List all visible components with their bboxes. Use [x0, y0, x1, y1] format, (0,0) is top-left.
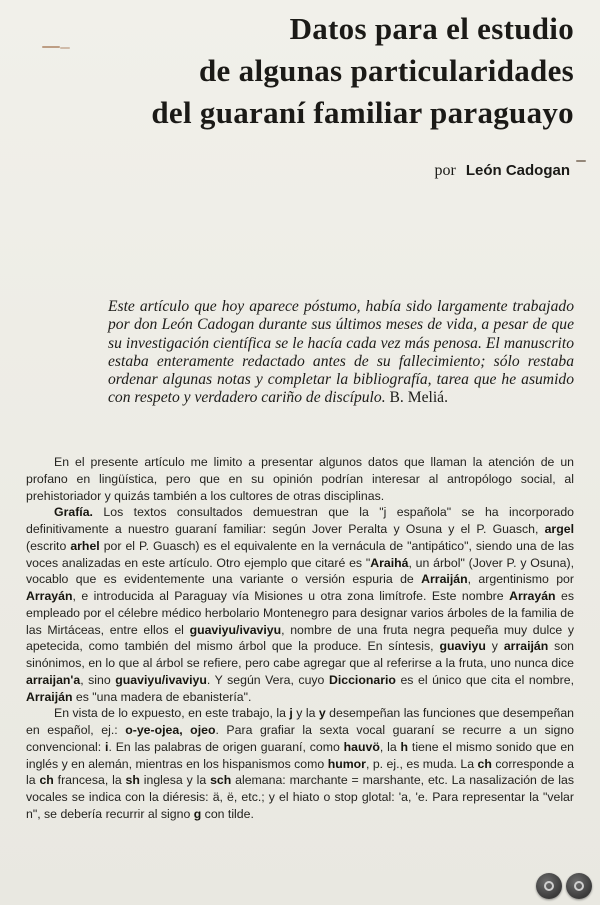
term: h [400, 739, 409, 754]
term: Diccionario [328, 672, 396, 687]
text-run: . Y según Vera, cuyo [206, 672, 329, 687]
term: ch [39, 773, 54, 788]
title-line-3: del guaraní familiar paraguayo [151, 95, 574, 130]
text-run: Los textos consultados demuestran que la "j española" se ha incorporado definitivamente a nuestro guaraní familiar: según Jover Peralta y Osuna y el P. Guasch, [26, 505, 574, 536]
article-title [14, 8, 574, 134]
text-run: , sino [80, 672, 116, 687]
text-run: por el P. Guasch) es el equivalente en la vernácula de "antipático", siendo una de las voces analizadas en este artículo. Otro ejemplo que citaré es " [26, 538, 575, 570]
term: j [289, 706, 293, 721]
title-line-2: de algunas particularidades [199, 53, 574, 88]
text-run: , un árbol" (Jover P. y Osuna), vocablo que es evidentemente una variante o versión espuria de [26, 555, 574, 587]
editorial-note [108, 298, 574, 408]
text-run: y [485, 639, 504, 654]
term: arraiján [503, 639, 549, 654]
paragraph-3 [26, 705, 574, 822]
circle-icon [574, 881, 584, 891]
text-run: . Para grafiar la sexta vocal guaraní se recurre a un signo convencional: [26, 723, 574, 754]
term: arraijan'a [26, 672, 81, 687]
term: o-ye-ojea, ojeo [125, 723, 216, 737]
term: Arraiján [421, 572, 468, 587]
text-run: . En las palabras de origen guaraní, como [108, 739, 344, 754]
section-lead: Grafía. [54, 505, 93, 520]
text-run: corresponde a la [26, 756, 574, 788]
term: argel [544, 522, 574, 536]
text-run: , la [379, 739, 401, 754]
share-button[interactable] [566, 873, 592, 899]
term: guaviyu [439, 639, 486, 654]
zoom-button[interactable] [536, 873, 562, 899]
term: Araihá [370, 555, 409, 570]
text-run: tiene el mismo sonido que en inglés y en alemán, mientras en los hispanismos como [26, 739, 575, 771]
term: Arrayán [509, 589, 556, 603]
term: guaviyu/ivaviyu [189, 622, 282, 637]
term: y [318, 706, 326, 721]
term: i [105, 739, 109, 754]
text-run: francesa, la [53, 773, 126, 788]
text-run: son sinónimos, en lo que al árbol se refiere, pero cabe agregar que al referirse a la fruta, uno nunca dice [26, 639, 574, 670]
text-run: , argentinismo por [467, 572, 574, 587]
editorial-note-signature: B. Meliá. [389, 389, 448, 407]
circle-icon [544, 881, 554, 891]
text-run: En vista de lo expuesto, en este trabajo, la [54, 706, 290, 721]
viewer-controls [536, 873, 592, 899]
ink-mark [576, 160, 586, 162]
byline-prefix: por [434, 162, 456, 179]
term: Arrayán [26, 589, 73, 603]
term: sch [210, 773, 232, 788]
term: hauvö [343, 739, 380, 754]
editorial-note-text: Este artículo que hoy aparece póstumo, había sido largamente trabajado por don León Cadogan durante sus últimos meses de vida, a pesar de que su investigación científica se le hacía cada vez más penosa. El manuscrito estaba enteramente redactado antes de su fallecimiento; sólo restaba ordenar algunas notas y completar la bibliografía, tarea que he asumido con respeto y verdadero cariño de discípulo. [108, 298, 574, 407]
article-body [26, 454, 574, 823]
text-run: alemana: marchante = marshante, etc. La nasalización de las vocales se indica con la diéresis: ä, ë, etc.; y el hiato o stop glotal: 'a, 'e. Para representar la "velar n", se debería recurrir al signo [26, 773, 574, 821]
text-run: es el único que cita el nombre, [395, 672, 574, 687]
term: sh [125, 773, 140, 788]
term: g [193, 806, 202, 821]
term: humor [327, 756, 366, 771]
text-run: con tilde. [201, 806, 254, 821]
text-run: desempeñan las funciones que desempeñan en español, ej.: [26, 706, 574, 737]
term: arhel [70, 538, 100, 553]
paragraph-2 [26, 504, 574, 705]
text-run: inglesa y la [139, 773, 211, 788]
text-run: (escrito [26, 538, 71, 553]
text-run: es "una madera de ebanistería". [72, 689, 252, 704]
title-line-1: Datos para el estudio [289, 11, 574, 46]
text-run: , e introducida al Paraguay vía Misiones u otra zona limítrofe. Este nombre [72, 589, 510, 603]
paragraph-1: En el presente artículo me limito a presentar algunos datos que llaman la atención de un profano en lingüística, pero que en su opinión podrían interesar al antropólogo social, al prehistoriador y quizás también a los cultores de otras disciplinas. [26, 455, 574, 503]
text-run: y la [292, 706, 319, 721]
text-run: es empleado por el célebre médico herbolario Montenegro para designar varios árboles de la familia de las Mirtáceas, entre ellos el [26, 589, 575, 637]
term: guaviyu/ivaviyu [115, 672, 207, 687]
text-run: , p. ej., es muda. La [365, 756, 478, 771]
term: Arraiján [26, 689, 73, 704]
byline [435, 162, 571, 180]
text-run: , nombre de una fruta negra pequeña muy dulce y apetecida, como también del mismo árbol que la produce. En síntesis, [26, 622, 574, 654]
author-name: León Cadogan [465, 162, 570, 179]
term: ch [477, 756, 492, 771]
